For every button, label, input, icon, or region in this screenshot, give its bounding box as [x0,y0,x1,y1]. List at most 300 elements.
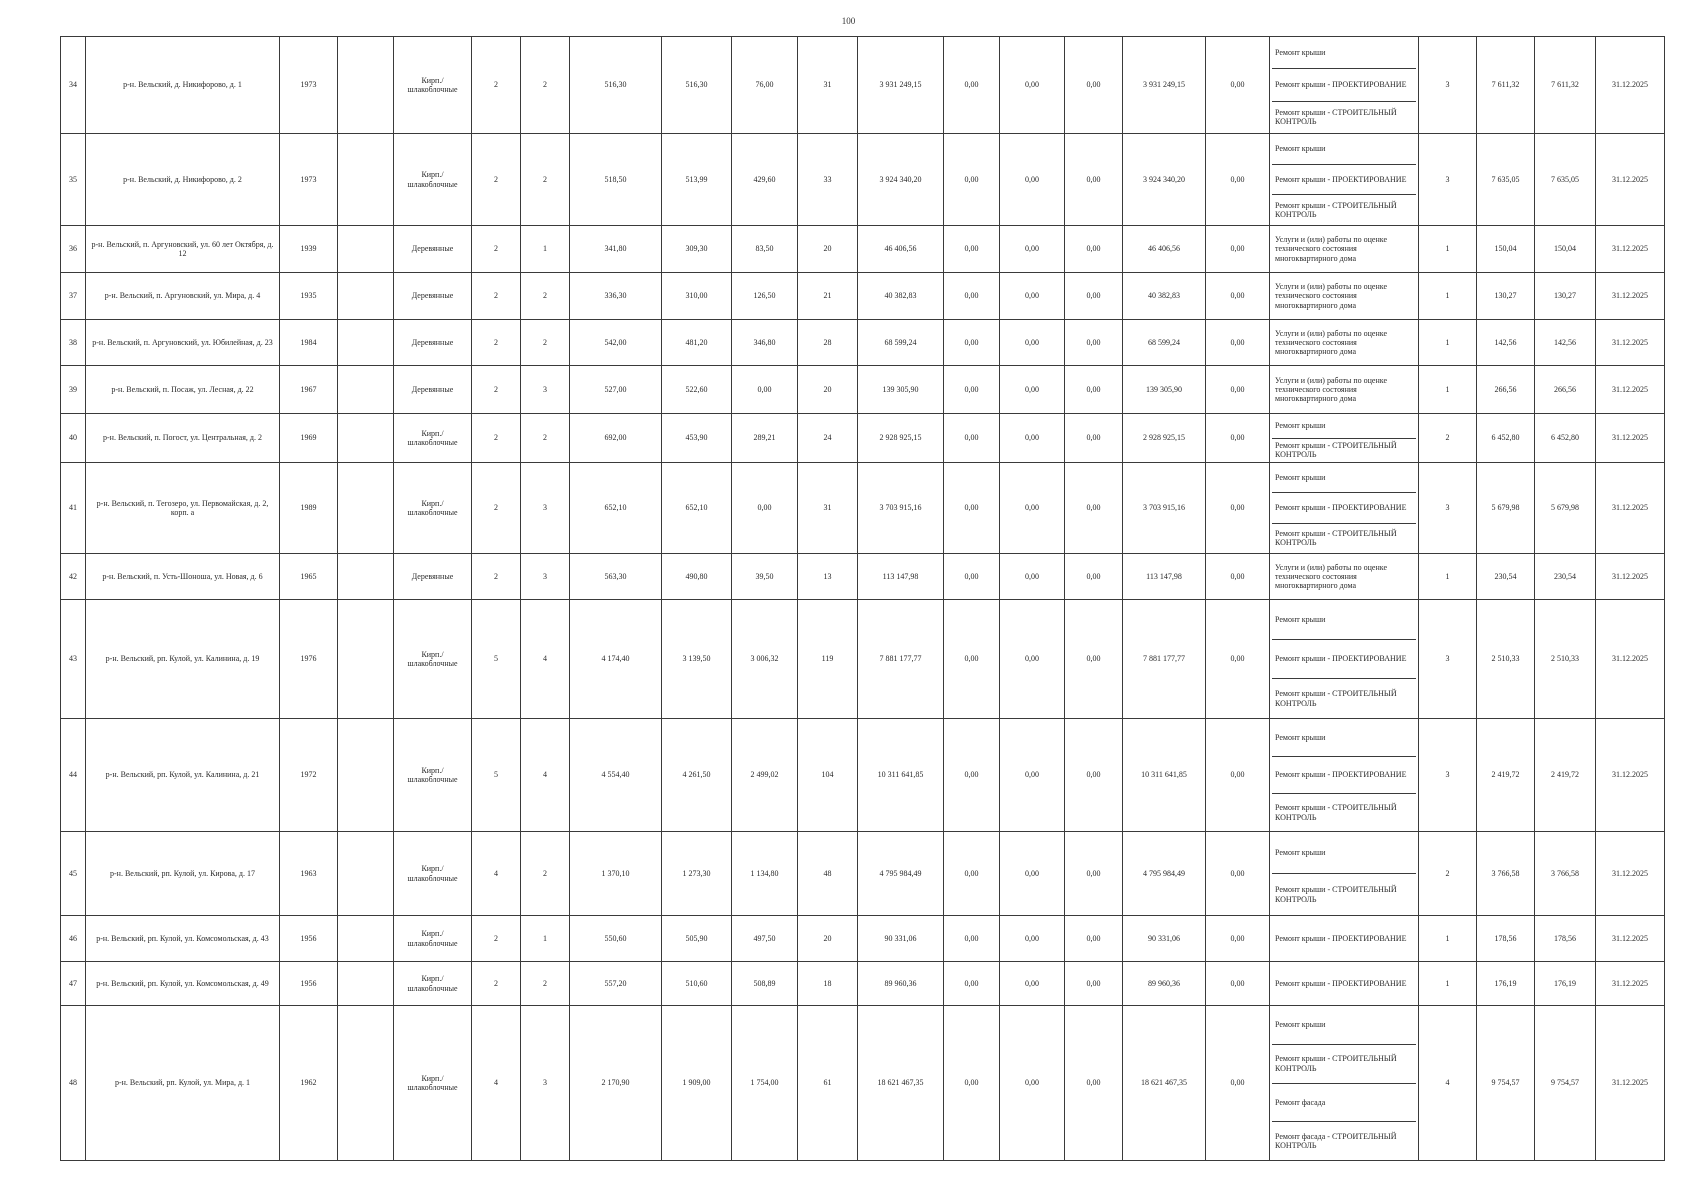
unit-cost-cell: 130,27 [1477,273,1535,320]
budget-local-cell: 0,00 [1065,463,1123,554]
page-number: 100 [841,16,856,26]
budget-region-cell: 0,00 [1000,962,1065,1006]
budget-region-cell: 0,00 [1000,832,1065,916]
cost-total-cell: 18 621 467,35 [858,1006,944,1161]
budget-region-cell: 0,00 [1000,134,1065,226]
works-count-cell: 2 [1419,832,1477,916]
address-cell: р-н. Вельский, рп. Кулой, ул. Комсомольская, д. 49 [86,962,280,1006]
budget-local-cell: 0,00 [1065,134,1123,226]
blank-cell-cell [338,1006,394,1161]
address-cell: р-н. Вельский, п. Аргуновский, ул. Мира, д. 4 [86,273,280,320]
budget-region-cell: 0,00 [1000,916,1065,962]
work-item: Ремонт крыши - СТРОИТЕЛЬНЫЙ КОНТРОЛЬ [1275,885,1397,904]
work-item: Ремонт крыши [1272,134,1416,165]
area-living-cell: 510,60 [662,962,732,1006]
other-funds-cell: 0,00 [1206,134,1270,226]
table-row [61,719,1665,832]
entrances-cell: 2 [521,962,570,1006]
work-item: Ремонт крыши [1272,37,1416,69]
deadline-cell: 31.12.2025 [1596,226,1665,273]
address-cell: р-н. Вельский, рп. Кулой, ул. Комсомольская, д. 43 [86,916,280,962]
entrances-cell: 1 [521,916,570,962]
fund-cost-cell: 0,00 [944,320,1000,366]
year-built-cell: 1956 [280,962,338,1006]
year-built-cell: 1939 [280,226,338,273]
cost-total-cell: 89 960,36 [858,962,944,1006]
works-count-cell: 3 [1419,463,1477,554]
work-item: Ремонт крыши - СТРОИТЕЛЬНЫЙ КОНТРОЛЬ [1275,200,1397,220]
area-other-cell: 289,21 [732,414,798,463]
fund-cost-cell: 0,00 [944,37,1000,134]
area-total-cell: 557,20 [570,962,662,1006]
fund-cost-cell: 0,00 [944,366,1000,414]
works-list-cell [1270,37,1419,134]
work-item: Ремонт фасада - СТРОИТЕЛЬНЫЙ КОНТРОЛЬ [1275,1131,1397,1151]
fund-cost-cell: 0,00 [944,962,1000,1006]
entrances-cell: 4 [521,719,570,832]
address-cell: р-н. Вельский, п. Усть-Шоноша, ул. Новая, д. 6 [86,554,280,600]
row-number-cell: 37 [61,273,86,320]
area-total-cell: 542,00 [570,320,662,366]
budget-local-cell: 0,00 [1065,600,1123,719]
wall-material-cell: Деревянные [394,226,472,273]
work-item: Ремонт крыши - ПРОЕКТИРОВАНИЕ [1272,165,1416,196]
blank-cell-cell [338,916,394,962]
other-funds-cell: 0,00 [1206,320,1270,366]
blank-cell-cell [338,226,394,273]
address-cell: р-н. Вельский, п. Погост, ул. Центральная, д. 2 [86,414,280,463]
work-item: Ремонт крыши [1272,414,1416,439]
area-living-cell: 490,80 [662,554,732,600]
work-item: Ремонт крыши - ПРОЕКТИРОВАНИЕ [1272,640,1416,680]
unit-cost-cell: 266,56 [1477,366,1535,414]
address-cell: р-н. Вельский, д. Никифорово, д. 1 [86,37,280,134]
unit-cost-cell: 150,04 [1477,226,1535,273]
budget-local-cell: 0,00 [1065,37,1123,134]
cost-total-cell: 2 928 925,15 [858,414,944,463]
works-list-cell [1270,320,1419,366]
address-cell: р-н. Вельский, д. Никифорово, д. 2 [86,134,280,226]
cost-total-cell: 40 382,83 [858,273,944,320]
residents-cell: 31 [798,463,858,554]
unit-cost-cell: 176,19 [1477,962,1535,1006]
budget-local-cell: 0,00 [1065,1006,1123,1161]
owners-funds-cell: 3 924 340,20 [1123,134,1206,226]
fund-cost-cell: 0,00 [944,463,1000,554]
work-item: Ремонт крыши - ПРОЕКТИРОВАНИЕ [1272,493,1416,523]
other-funds-cell: 0,00 [1206,366,1270,414]
fund-cost-cell: 0,00 [944,719,1000,832]
works-list-cell [1270,226,1419,273]
address-cell: р-н. Вельский, рп. Кулой, ул. Калинина, д. 21 [86,719,280,832]
owners-funds-cell: 18 621 467,35 [1123,1006,1206,1161]
work-item: Ремонт крыши [1272,719,1416,757]
max-cost-cell: 6 452,80 [1535,414,1596,463]
max-cost-cell: 230,54 [1535,554,1596,600]
blank-cell-cell [338,719,394,832]
work-item: Ремонт крыши [1272,1006,1416,1045]
row-number-cell: 34 [61,37,86,134]
owners-funds-cell: 40 382,83 [1123,273,1206,320]
residents-cell: 20 [798,916,858,962]
max-cost-cell: 3 766,58 [1535,832,1596,916]
deadline-cell: 31.12.2025 [1596,37,1665,134]
address-cell: р-н. Вельский, п. Аргуновский, ул. Юбилейная, д. 23 [86,320,280,366]
area-other-cell: 2 499,02 [732,719,798,832]
budget-local-cell: 0,00 [1065,414,1123,463]
deadline-cell: 31.12.2025 [1596,414,1665,463]
cost-total-cell: 10 311 641,85 [858,719,944,832]
blank-cell-cell [338,134,394,226]
works-list-cell [1270,554,1419,600]
wall-material-cell: Кирп./ шлакоблочные [394,463,472,554]
owners-funds-cell: 139 305,90 [1123,366,1206,414]
budget-local-cell: 0,00 [1065,916,1123,962]
table-row [61,1006,1665,1161]
area-living-cell: 516,30 [662,37,732,134]
area-other-cell: 0,00 [732,463,798,554]
budget-local-cell: 0,00 [1065,273,1123,320]
works-list-cell [1270,916,1419,962]
max-cost-cell: 7 635,05 [1535,134,1596,226]
works-count-cell: 3 [1419,134,1477,226]
floors-cell: 4 [472,1006,521,1161]
year-built-cell: 1973 [280,134,338,226]
works-count-cell: 2 [1419,414,1477,463]
work-item: Ремонт крыши - СТРОИТЕЛЬНЫЙ КОНТРОЛЬ [1275,803,1397,822]
floors-cell: 5 [472,600,521,719]
wall-material-cell: Деревянные [394,366,472,414]
row-number-cell: 45 [61,832,86,916]
area-other-cell: 39,50 [732,554,798,600]
area-total-cell: 4 554,40 [570,719,662,832]
area-other-cell: 1 134,80 [732,832,798,916]
owners-funds-cell: 4 795 984,49 [1123,832,1206,916]
deadline-cell: 31.12.2025 [1596,273,1665,320]
budget-region-cell: 0,00 [1000,463,1065,554]
budget-local-cell: 0,00 [1065,226,1123,273]
floors-cell: 4 [472,832,521,916]
max-cost-cell: 5 679,98 [1535,463,1596,554]
floors-cell: 2 [472,37,521,134]
other-funds-cell: 0,00 [1206,226,1270,273]
work-item: Ремонт крыши - СТРОИТЕЛЬНЫЙ КОНТРОЛЬ [1275,689,1397,708]
works-count-cell: 3 [1419,37,1477,134]
other-funds-cell: 0,00 [1206,600,1270,719]
row-number-cell: 44 [61,719,86,832]
row-number-cell: 36 [61,226,86,273]
row-number-cell: 41 [61,463,86,554]
works-count-cell: 3 [1419,600,1477,719]
area-other-cell: 126,50 [732,273,798,320]
max-cost-cell: 142,56 [1535,320,1596,366]
works-count-cell: 1 [1419,273,1477,320]
address-cell: р-н. Вельский, п. Тегозеро, ул. Первомайская, д. 2, корп. а [86,463,280,554]
other-funds-cell: 0,00 [1206,463,1270,554]
table-row [61,600,1665,719]
area-other-cell: 3 006,32 [732,600,798,719]
work-item: Ремонт крыши - ПРОЕКТИРОВАНИЕ [1275,978,1407,988]
works-list-cell [1270,719,1419,832]
works-count-cell: 3 [1419,719,1477,832]
entrances-cell: 3 [521,554,570,600]
max-cost-cell: 9 754,57 [1535,1006,1596,1161]
floors-cell: 2 [472,226,521,273]
cost-total-cell: 4 795 984,49 [858,832,944,916]
area-other-cell: 508,89 [732,962,798,1006]
budget-region-cell: 0,00 [1000,600,1065,719]
entrances-cell: 3 [521,463,570,554]
deadline-cell: 31.12.2025 [1596,1006,1665,1161]
other-funds-cell: 0,00 [1206,1006,1270,1161]
year-built-cell: 1972 [280,719,338,832]
row-number-cell: 47 [61,962,86,1006]
cost-total-cell: 3 931 249,15 [858,37,944,134]
blank-cell-cell [338,600,394,719]
entrances-cell: 2 [521,134,570,226]
housing-repair-table [60,36,1665,1161]
fund-cost-cell: 0,00 [944,414,1000,463]
work-item: Ремонт крыши - ПРОЕКТИРОВАНИЕ [1272,757,1416,795]
row-number-cell: 39 [61,366,86,414]
table-row [61,463,1665,554]
table-row [61,273,1665,320]
entrances-cell: 1 [521,226,570,273]
area-other-cell: 429,60 [732,134,798,226]
budget-local-cell: 0,00 [1065,320,1123,366]
deadline-cell: 31.12.2025 [1596,916,1665,962]
works-count-cell: 4 [1419,1006,1477,1161]
wall-material-cell: Кирп./ шлакоблочные [394,1006,472,1161]
area-living-cell: 513,99 [662,134,732,226]
residents-cell: 119 [798,600,858,719]
max-cost-cell: 7 611,32 [1535,37,1596,134]
wall-material-cell: Деревянные [394,554,472,600]
other-funds-cell: 0,00 [1206,37,1270,134]
year-built-cell: 1976 [280,600,338,719]
other-funds-cell: 0,00 [1206,554,1270,600]
blank-cell-cell [338,414,394,463]
budget-region-cell: 0,00 [1000,273,1065,320]
table-row [61,832,1665,916]
area-living-cell: 505,90 [662,916,732,962]
wall-material-cell: Деревянные [394,320,472,366]
area-total-cell: 652,10 [570,463,662,554]
entrances-cell: 2 [521,37,570,134]
area-other-cell: 1 754,00 [732,1006,798,1161]
address-cell: р-н. Вельский, п. Аргуновский, ул. 60 лет Октября, д. 12 [86,226,280,273]
unit-cost-cell: 7 635,05 [1477,134,1535,226]
row-number-cell: 46 [61,916,86,962]
area-other-cell: 83,50 [732,226,798,273]
table-row [61,226,1665,273]
work-item: Услуги и (или) работы по оценке технического состояния многоквартирного дома [1275,235,1387,263]
entrances-cell: 3 [521,366,570,414]
work-item: Услуги и (или) работы по оценке технического состояния многоквартирного дома [1275,375,1387,404]
budget-region-cell: 0,00 [1000,1006,1065,1161]
unit-cost-cell: 142,56 [1477,320,1535,366]
cost-total-cell: 68 599,24 [858,320,944,366]
owners-funds-cell: 7 881 177,77 [1123,600,1206,719]
deadline-cell: 31.12.2025 [1596,134,1665,226]
year-built-cell: 1965 [280,554,338,600]
floors-cell: 2 [472,463,521,554]
area-living-cell: 309,30 [662,226,732,273]
row-number-cell: 48 [61,1006,86,1161]
area-other-cell: 346,80 [732,320,798,366]
work-item: Ремонт крыши [1272,832,1416,874]
address-cell: р-н. Вельский, рп. Кулой, ул. Кирова, д. 17 [86,832,280,916]
year-built-cell: 1969 [280,414,338,463]
budget-local-cell: 0,00 [1065,962,1123,1006]
other-funds-cell: 0,00 [1206,273,1270,320]
max-cost-cell: 176,19 [1535,962,1596,1006]
area-total-cell: 518,50 [570,134,662,226]
work-item: Ремонт крыши - СТРОИТЕЛЬНЫЙ КОНТРОЛЬ [1275,108,1397,127]
cost-total-cell: 46 406,56 [858,226,944,273]
cost-total-cell: 3 924 340,20 [858,134,944,226]
table-row [61,916,1665,962]
area-total-cell: 1 370,10 [570,832,662,916]
wall-material-cell: Кирп./ шлакоблочные [394,37,472,134]
owners-funds-cell: 68 599,24 [1123,320,1206,366]
area-total-cell: 341,80 [570,226,662,273]
floors-cell: 2 [472,366,521,414]
budget-region-cell: 0,00 [1000,37,1065,134]
unit-cost-cell: 6 452,80 [1477,414,1535,463]
cost-total-cell: 90 331,06 [858,916,944,962]
residents-cell: 104 [798,719,858,832]
floors-cell: 2 [472,916,521,962]
budget-local-cell: 0,00 [1065,719,1123,832]
residents-cell: 24 [798,414,858,463]
owners-funds-cell: 3 931 249,15 [1123,37,1206,134]
fund-cost-cell: 0,00 [944,273,1000,320]
residents-cell: 13 [798,554,858,600]
owners-funds-cell: 3 703 915,16 [1123,463,1206,554]
works-list-cell [1270,366,1419,414]
unit-cost-cell: 230,54 [1477,554,1535,600]
residents-cell: 21 [798,273,858,320]
blank-cell-cell [338,366,394,414]
budget-region-cell: 0,00 [1000,414,1065,463]
max-cost-cell: 2 419,72 [1535,719,1596,832]
budget-region-cell: 0,00 [1000,366,1065,414]
owners-funds-cell: 113 147,98 [1123,554,1206,600]
deadline-cell: 31.12.2025 [1596,463,1665,554]
wall-material-cell: Кирп./ шлакоблочные [394,600,472,719]
floors-cell: 5 [472,719,521,832]
budget-local-cell: 0,00 [1065,366,1123,414]
area-living-cell: 1 909,00 [662,1006,732,1161]
year-built-cell: 1967 [280,366,338,414]
work-item: Ремонт фасада [1272,1084,1416,1123]
works-count-cell: 1 [1419,962,1477,1006]
blank-cell-cell [338,273,394,320]
other-funds-cell: 0,00 [1206,962,1270,1006]
area-living-cell: 3 139,50 [662,600,732,719]
residents-cell: 20 [798,366,858,414]
works-count-cell: 1 [1419,320,1477,366]
floors-cell: 2 [472,414,521,463]
budget-region-cell: 0,00 [1000,719,1065,832]
residents-cell: 61 [798,1006,858,1161]
wall-material-cell: Деревянные [394,273,472,320]
max-cost-cell: 2 510,33 [1535,600,1596,719]
table-row [61,962,1665,1006]
area-total-cell: 527,00 [570,366,662,414]
works-list-cell [1270,134,1419,226]
works-count-cell: 1 [1419,366,1477,414]
work-item: Ремонт крыши - СТРОИТЕЛЬНЫЙ КОНТРОЛЬ [1272,1045,1416,1084]
residents-cell: 31 [798,37,858,134]
floors-cell: 2 [472,273,521,320]
max-cost-cell: 150,04 [1535,226,1596,273]
year-built-cell: 1963 [280,832,338,916]
fund-cost-cell: 0,00 [944,226,1000,273]
residents-cell: 33 [798,134,858,226]
blank-cell-cell [338,320,394,366]
fund-cost-cell: 0,00 [944,1006,1000,1161]
works-list-cell [1270,832,1419,916]
other-funds-cell: 0,00 [1206,832,1270,916]
address-cell: р-н. Вельский, п. Посаж, ул. Лесная, д. 22 [86,366,280,414]
residents-cell: 20 [798,226,858,273]
area-total-cell: 550,60 [570,916,662,962]
year-built-cell: 1973 [280,37,338,134]
wall-material-cell: Кирп./ шлакоблочные [394,719,472,832]
work-item: Услуги и (или) работы по оценке технического состояния многоквартирного дома [1275,562,1387,591]
unit-cost-cell: 2 510,33 [1477,600,1535,719]
table-row [61,366,1665,414]
area-living-cell: 310,00 [662,273,732,320]
works-list-cell [1270,463,1419,554]
table-row [61,37,1665,134]
work-item: Ремонт крыши [1272,600,1416,640]
fund-cost-cell: 0,00 [944,600,1000,719]
table-row [61,320,1665,366]
wall-material-cell: Кирп./ шлакоблочные [394,962,472,1006]
work-item: Услуги и (или) работы по оценке технического состояния многоквартирного дома [1275,328,1387,357]
work-item: Ремонт крыши - ПРОЕКТИРОВАНИЕ [1272,69,1416,101]
budget-region-cell: 0,00 [1000,320,1065,366]
residents-cell: 28 [798,320,858,366]
residents-cell: 48 [798,832,858,916]
budget-local-cell: 0,00 [1065,832,1123,916]
area-other-cell: 0,00 [732,366,798,414]
area-total-cell: 336,30 [570,273,662,320]
area-total-cell: 4 174,40 [570,600,662,719]
work-item: Ремонт крыши - ПРОЕКТИРОВАНИЕ [1275,933,1407,943]
area-other-cell: 497,50 [732,916,798,962]
other-funds-cell: 0,00 [1206,719,1270,832]
floors-cell: 2 [472,320,521,366]
floors-cell: 2 [472,134,521,226]
owners-funds-cell: 89 960,36 [1123,962,1206,1006]
area-total-cell: 516,30 [570,37,662,134]
work-item: Ремонт крыши [1272,463,1416,493]
deadline-cell: 31.12.2025 [1596,832,1665,916]
budget-local-cell: 0,00 [1065,554,1123,600]
fund-cost-cell: 0,00 [944,134,1000,226]
area-living-cell: 1 273,30 [662,832,732,916]
works-list-cell [1270,1006,1419,1161]
cost-total-cell: 7 881 177,77 [858,600,944,719]
owners-funds-cell: 90 331,06 [1123,916,1206,962]
unit-cost-cell: 178,56 [1477,916,1535,962]
floors-cell: 2 [472,554,521,600]
cost-total-cell: 113 147,98 [858,554,944,600]
